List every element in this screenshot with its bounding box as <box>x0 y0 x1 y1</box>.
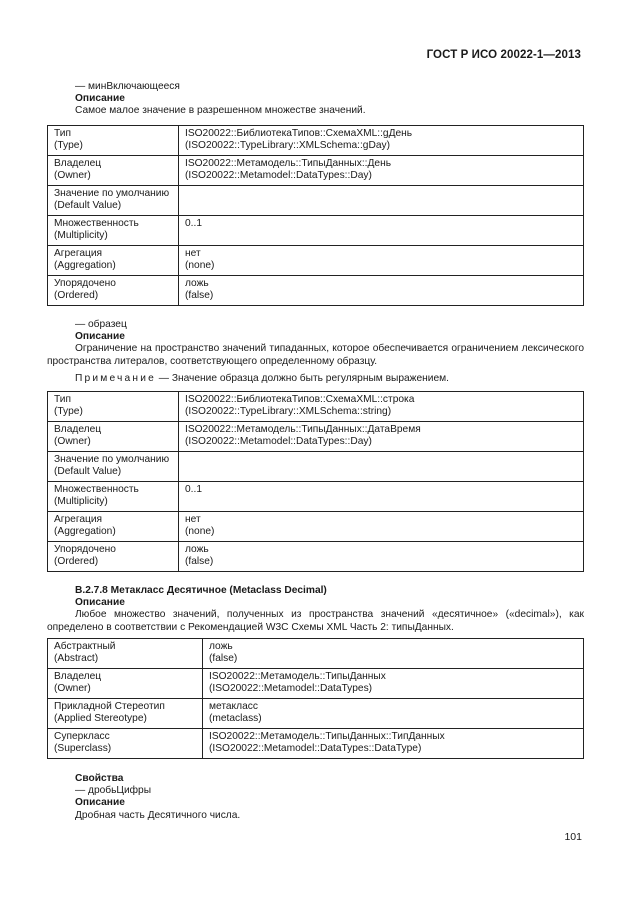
table-row <box>48 452 584 482</box>
property-name-cell <box>48 392 179 422</box>
property-name-cell <box>48 482 179 512</box>
property-name-en: (Aggregation) <box>54 259 116 271</box>
properties-table-1 <box>47 125 584 306</box>
property-item: — дробьЦифры <box>75 785 152 797</box>
property-value-cell <box>179 482 584 512</box>
property-name-cell <box>48 186 179 216</box>
description-heading: Описание <box>75 93 125 105</box>
property-name-en: (Multiplicity) <box>54 229 108 241</box>
section-properties <box>47 773 584 822</box>
property-name-cell <box>48 542 179 572</box>
description-text: Любое множество значений, полученных из пространства значений «десятичное» («decimal»), как определено в соответствии с Рекомендацией W3C Схемы XML Часть 2: типыДанных. <box>47 609 584 633</box>
property-value-ru: 0..1 <box>185 483 202 495</box>
property-name-ru: Владелец <box>54 423 102 435</box>
page-number: 101 <box>564 831 582 843</box>
property-name-ru: Абстрактный <box>54 640 116 652</box>
property-name-en: (Owner) <box>54 682 91 694</box>
property-name-cell <box>48 216 179 246</box>
property-value-ru: ISO20022::Метамодель::ТипыДанных::ТипДанных <box>209 730 445 742</box>
property-name-ru: Множественность <box>54 483 139 495</box>
property-value-ru: ISO20022::Метамодель::ТипыДанных::ДатаВремя <box>185 423 421 435</box>
property-name-ru: Агрегация <box>54 513 103 525</box>
description-text: Дробная часть Десятичного числа. <box>75 809 241 821</box>
property-value-en: (ISO20022::TypeLibrary::XMLSchema::gDay) <box>185 139 390 151</box>
table-row <box>48 542 584 572</box>
property-value-cell <box>203 729 584 759</box>
property-name-ru: Тип <box>54 393 71 405</box>
property-name-cell <box>48 512 179 542</box>
property-name-cell <box>48 639 203 669</box>
property-name-ru: Прикладной Стереотип <box>54 700 165 712</box>
property-name-en: (Multiplicity) <box>54 495 108 507</box>
property-name-cell <box>48 699 203 729</box>
table-row <box>48 276 584 306</box>
property-name-en: (Superclass) <box>54 742 112 754</box>
note-text: — Значение образца должно быть регулярным выражением. <box>155 372 449 384</box>
property-value-cell <box>203 639 584 669</box>
property-name-ru: Множественность <box>54 217 139 229</box>
property-name-en: (Default Value) <box>54 465 122 477</box>
property-value-cell <box>179 542 584 572</box>
property-value-en: (ISO20022::TypeLibrary::XMLSchema::string) <box>185 405 392 417</box>
property-value-ru: нет <box>185 513 201 525</box>
metaclass-table <box>47 638 584 759</box>
description-heading: Описание <box>75 331 125 343</box>
note <box>47 373 584 385</box>
property-name-en: (Owner) <box>54 169 91 181</box>
property-value-cell <box>179 452 584 482</box>
property-value-ru: ISO20022::Метамодель::ТипыДанных::День <box>185 157 392 169</box>
document-code-header: ГОСТ Р ИСО 20022-1—2013 <box>426 49 581 61</box>
property-name-en: (Ordered) <box>54 289 99 301</box>
property-value-ru: ISO20022::БиблиотекаТипов::СхемаXML::gДень <box>185 127 413 139</box>
table-row <box>48 186 584 216</box>
table-row <box>48 699 584 729</box>
property-name-ru: Суперкласс <box>54 730 110 742</box>
property-value-cell <box>203 669 584 699</box>
property-name-cell <box>48 126 179 156</box>
table-row <box>48 422 584 452</box>
description-heading: Описание <box>75 797 125 809</box>
property-name-ru: Упорядочено <box>54 543 116 555</box>
property-value-ru: ложь <box>185 277 209 289</box>
table-row <box>48 126 584 156</box>
property-value-en: (ISO20022::Metamodel::DataTypes) <box>209 682 373 694</box>
table-row <box>48 482 584 512</box>
property-value-en: (none) <box>185 259 215 271</box>
property-name-ru: Упорядочено <box>54 277 116 289</box>
property-value-cell <box>179 392 584 422</box>
section-title: В.2.7.8 Метакласс Десятичное (Metaclass Decimal) <box>75 585 327 596</box>
property-name-cell <box>48 729 203 759</box>
property-name-ru: Тип <box>54 127 71 139</box>
property-name-en: (Ordered) <box>54 555 99 567</box>
table-row <box>48 156 584 186</box>
property-value-cell <box>179 216 584 246</box>
property-name-cell <box>48 156 179 186</box>
property-name-en: (Abstract) <box>54 652 99 664</box>
property-name-en: (Type) <box>54 139 83 151</box>
property-value-ru: метакласс <box>209 700 258 712</box>
property-name-en: (Default Value) <box>54 199 122 211</box>
table-row <box>48 729 584 759</box>
property-name-cell <box>48 246 179 276</box>
property-value-ru: ISO20022::Метамодель::ТипыДанных <box>209 670 386 682</box>
property-name-cell <box>48 422 179 452</box>
property-name-en: (Applied Stereotype) <box>54 712 147 724</box>
property-value-ru: 0..1 <box>185 217 202 229</box>
table-row <box>48 246 584 276</box>
description-text: Самое малое значение в разрешенном множестве значений. <box>75 105 366 117</box>
property-item: — минВключающееся <box>75 81 180 92</box>
table-row <box>48 392 584 422</box>
property-name-ru: Значение по умолчанию <box>54 187 170 199</box>
property-value-ru: ложь <box>209 640 233 652</box>
property-name-en: (Owner) <box>54 435 91 447</box>
description-heading: Описание <box>75 597 125 609</box>
property-value-ru: ISO20022::БиблиотекаТипов::СхемаXML::строка <box>185 393 415 405</box>
section-min-inclusive <box>47 81 584 118</box>
properties-table-2 <box>47 391 584 572</box>
property-name-cell <box>48 276 179 306</box>
property-name-en: (Aggregation) <box>54 525 116 537</box>
property-value-cell <box>179 186 584 216</box>
table-row <box>48 512 584 542</box>
note-label: Примечание <box>75 372 156 384</box>
property-name-ru: Владелец <box>54 157 102 169</box>
section-pattern <box>47 319 584 385</box>
property-value-cell <box>179 126 584 156</box>
property-name-ru: Агрегация <box>54 247 103 259</box>
property-value-en: (ISO20022::Metamodel::DataTypes::Day) <box>185 169 372 181</box>
property-value-en: (metaclass) <box>209 712 262 724</box>
property-item: — образец <box>75 319 127 330</box>
property-value-en: (false) <box>185 555 214 567</box>
property-value-ru: нет <box>185 247 201 259</box>
property-value-en: (none) <box>185 525 215 537</box>
property-value-cell <box>179 276 584 306</box>
table-row <box>48 669 584 699</box>
property-value-cell <box>179 156 584 186</box>
properties-heading: Свойства <box>75 773 124 784</box>
table-row <box>48 216 584 246</box>
property-name-cell <box>48 452 179 482</box>
property-value-en: (false) <box>185 289 214 301</box>
property-value-cell <box>203 699 584 729</box>
property-name-en: (Type) <box>54 405 83 417</box>
property-value-cell <box>179 512 584 542</box>
property-value-en: (false) <box>209 652 238 664</box>
property-name-ru: Владелец <box>54 670 102 682</box>
property-name-cell <box>48 669 203 699</box>
property-value-cell <box>179 246 584 276</box>
table-row <box>48 639 584 669</box>
property-value-cell <box>179 422 584 452</box>
property-value-ru: ложь <box>185 543 209 555</box>
description-text: Ограничение на пространство значений типаданных, которое обеспечивается ограничением лексического пространства литералов, соответствующего определенному образцу. <box>47 343 584 367</box>
property-name-ru: Значение по умолчанию <box>54 453 170 465</box>
section-metaclass-decimal <box>47 585 584 634</box>
property-value-en: (ISO20022::Metamodel::DataTypes::DataType) <box>209 742 422 754</box>
property-value-en: (ISO20022::Metamodel::DataTypes::Day) <box>185 435 372 447</box>
